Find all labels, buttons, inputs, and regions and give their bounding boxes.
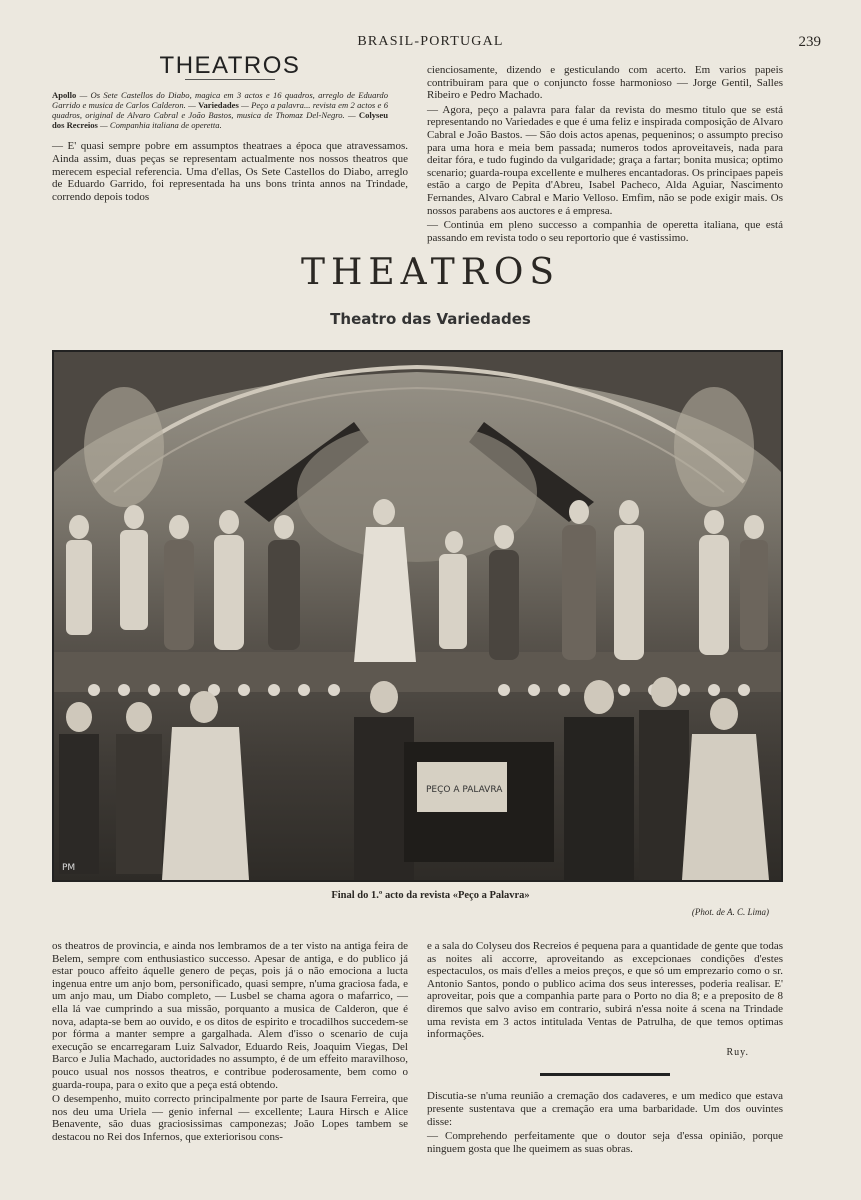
article-paragraph: — Continúa em pleno successo a companhia de operetta italiana, que está passando em revista todo o seu reportorio que é vastissimo. [427, 219, 783, 244]
feature-title: THEATROS [300, 252, 560, 293]
listing-text: — Peço a palavra... revista em 2 actos e 6 quadros, original de Alvaro Cabral e João Bastos, musica de Thomaz Del-Negro. — [52, 99, 388, 120]
article-paragraph: O desempenho, muito correcto principalmente por parte de Isaura Ferreira, que nos deu uma Uriela — genio infernal — excellente; Laura Hirsch e Alice Benavente, são duas graciosissimas camponezas; João Lopes tambem se destacou no Rei dos Infernos, que exteriorisou cons- [52, 1093, 408, 1143]
photo-initials: PM [62, 863, 76, 873]
stage-photograph [52, 350, 783, 882]
bottom-left-column [52, 940, 408, 1146]
feature-subtitle: Theatro das Variedades [330, 310, 531, 328]
listing-venue: Variedades [198, 99, 239, 110]
section-heading: THEATROS [159, 52, 301, 79]
theatre-listings [52, 90, 388, 131]
page-number: 239 [798, 34, 821, 50]
listing-venue: Colyseu dos Recreios [52, 110, 388, 131]
listing-text: — Companhia italiana de operetta. [97, 120, 222, 131]
photo-credit: (Phot. de A. C. Lima) [691, 907, 769, 917]
author-signature: Ruy. [726, 1046, 749, 1058]
top-left-column [52, 52, 408, 205]
photo-sign: PEÇO A PALAVRA [426, 785, 503, 795]
section-divider [540, 1073, 670, 1076]
listing-venue: Apollo [52, 89, 77, 100]
article-paragraph: os theatros de provincia, e ainda nos lembramos de a ter visto na antiga feira de Belem, sempre com enthusiastico successo. Apesar de antiga, e do publico já estar pouco affeito áquelle genero de peças, pois já o não emociona a lucta ingenua entre um anjo bom, personificado, quasi sempre, n'uma graciosa fada, e um anjo mau, um Diabo completo, — Lusbel se chama agora o mafarrico, — ella lá vae cumprindo a sua missão, porquanto a musica de Calderon, que é nova, adapta-se bem ao ouvido, e os ditos de espirito e trocadilhos succedem-se por fórma a manter sempre a gargalhada. Alem d'isso o scenario de cuja execução se encarregaram Luiz Salvador, Eduardo Reis, Joaquim Viegas, Del Barco e Julia Machado, auctoridades no assumpto, é de um effeito maravilhoso, pouco usual nos nossos theatros, e contribue poderosamente, bem como o guarda-roupa, para o exito que a peça está obtendo. [52, 940, 408, 1091]
article-paragraph: e a sala do Colyseu dos Recreios é pequena para a quantidade de gente que todas as noites ali accorre, aproveitando as excepcionaes condições d'estes espectaculos, os mais d'elles a meios preços, e que só um emprezario como o sr. Antonio Santos, pondo o publico acima dos seus interesses, poderia realisar. E' aproveitar, pois que a companhia parte para o Porto no dia 8; e a preposito de 8 diremos que salvo aviso em contrario, subirá n'essa noite á scena na Trindade uma revista em 3 actos intitulada Ventas de Patrulha, de que temos optimas informações. [427, 940, 783, 1041]
article-paragraph: cienciosamente, dizendo e gesticulando com acerto. Em varios papeis contribuiram para que o conjuncto fosse harmonioso — Jorge Gentil, Salles Ribeiro e Pedro Machado. [427, 64, 783, 102]
listing-text: — Os Sete Castellos do Diabo, magica em 3 actos e 16 quadros, arreglo de Eduardo Garrido e musica de Carlos Calderon. — [52, 89, 388, 110]
running-header: BRASIL-PORTUGAL [357, 34, 504, 49]
article-paragraph: — Agora, peço a palavra para falar da revista do mesmo titulo que se está representando no Variedades e que é uma feliz e inspirada composição de Alvaro Cabral e João Bastos. — São dois actos apenas, pequeninos; o assumpto preciso para uma hora e meia bem passada; numeros todos aproveitaveis, nada para deitar fóra, e tudo fugindo da vulgaridade; graça a fartar; bonita musica; optimo scenario; guarda-roupa excellente e mulheres encantadoras. Os principaes papeis estão a cargo de Pepita d'Abreu, Isabel Pacheco, Alda Aguiar, Nascimento Fernandes, Alvaro Cabral e Mario Velloso. Emfim, não se pode exigir mais. Os nossos parabens aos auctores e á empresa. [427, 103, 783, 217]
top-right-column [427, 64, 783, 246]
photo-illustration [54, 352, 781, 880]
article-paragraph: — E' quasi sempre pobre em assumptos theatraes a época que atravessamos. Ainda assim, duas peças se representam actualmente nos nossos theatros que merecem especial referencia. Uma d'ellas, Os Sete Castellos do Diabo, arreglo de Eduardo Garrido, foi representada ha uns bons trinta annos na Trindade, correndo depois todos [52, 140, 408, 203]
bottom-right-column [427, 940, 783, 1157]
anecdote-paragraph: — Comprehendo perfeitamente que o doutor seja d'essa opinião, porque ninguem gosta que lhe queimem as suas obras. [427, 1130, 783, 1155]
anecdote-paragraph: Discutia-se n'uma reunião a cremação dos cadaveres, e um medico que estava presente sustentava que a cremação era uma barbaridade. Um dos ouvintes disse: [427, 1090, 783, 1128]
photo-caption: Final do 1.º acto da revista «Peço a Palavra» [331, 890, 530, 901]
